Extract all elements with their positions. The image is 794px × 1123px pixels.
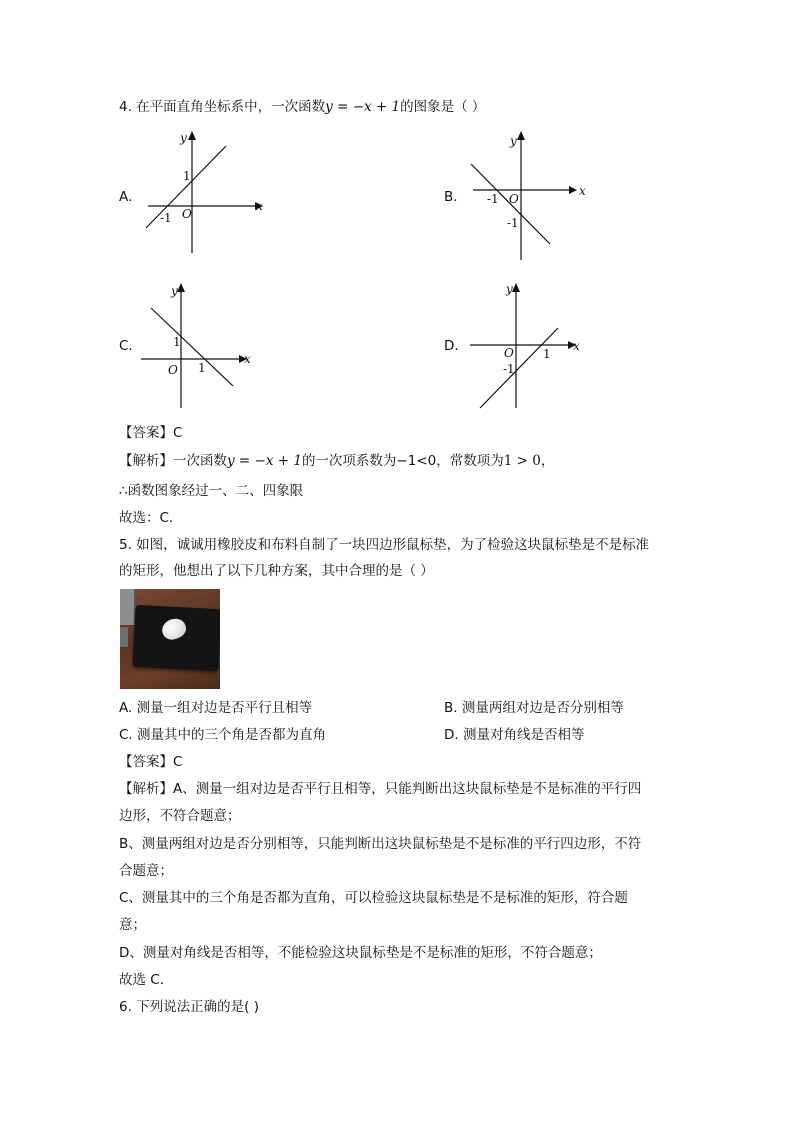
q4-stem [119,97,485,117]
q5-option-d: D. 测量对角线是否相等 [444,727,585,743]
q4-answer: 【答案】C [119,425,183,441]
q6-stem: 6. 下列说法正确的是( ) [119,999,259,1015]
q4-analysis-tail: ， [540,453,555,469]
q5-analysis-line: 【解析】A、测量一组对边是否平行且相等，只能判断出这块鼠标垫是不是标准的平行四 [119,781,642,797]
origin-label: O [182,207,192,221]
y-axis-label: y [171,284,178,298]
y-axis-label: y [180,131,187,145]
q4-analysis-formula2: 1 > 0 [503,453,541,469]
x-intercept-label: -1 [487,192,499,206]
y-axis-label: y [510,134,517,148]
q5-conclusion: 故选 C． [119,972,174,988]
x-axis-label: x [244,352,251,366]
q4-analysis-formula: y = −x + 1 [227,453,302,469]
y-axis-arrow [512,283,520,292]
y-axis-label: y [506,282,513,296]
y-axis-arrow [177,283,185,292]
q4-option-b-label: B. [444,189,458,205]
function-line [151,308,233,386]
q4-option-d-graph [470,280,600,415]
q5-stem-line1: 5. 如图，诚诚用橡胶皮和布料自制了一块四边形鼠标垫，为了检验这块鼠标垫是不是标准 [119,537,650,553]
mouse-pad-photo [120,589,220,689]
origin-label: O [509,192,519,206]
q4-analysis-mid: 的一次项系数为−1<0，常数项为 [301,453,504,469]
q5-option-a: A. 测量一组对边是否平行且相等 [119,700,313,716]
q5-analysis-line: 合题意； [119,863,173,879]
q4-option-a-label: A. [119,189,133,205]
q4-conclusion: 故选：C． [119,510,183,526]
q5-analysis-line: C、测量其中的三个角是否都为直角，可以检验这块鼠标垫是不是标准的矩形，符合题 [119,890,628,906]
x-intercept-label: -1 [160,211,172,225]
x-intercept-label: 1 [543,347,551,361]
x-axis-arrow [569,186,577,194]
q5-analysis-line: D、测量对角线是否相等，不能检验这块鼠标垫是不是标准的矩形，不符合题意； [119,945,602,961]
q4-analysis-head: 【解析】一次函数 [119,453,227,469]
q4-option-b-graph [465,128,595,263]
q5-answer: 【答案】C [119,754,183,770]
q5-analysis-line: 意； [119,917,146,933]
x-axis-label: x [256,199,263,213]
q5-analysis-line: 边形，不符合题意； [119,808,241,824]
q4-stem-prefix: 4. 在平面直角坐标系中，一次函数 [119,99,326,115]
function-line [480,328,558,408]
origin-label: O [504,346,514,360]
x-axis-label: x [579,184,586,198]
y-intercept-label: 1 [183,169,191,183]
y-axis-arrow [517,131,525,140]
q4-analysis [119,451,554,471]
y-intercept-label: -1 [503,362,515,376]
y-intercept-label: -1 [507,216,519,230]
q4-option-d-label: D. [444,338,459,354]
q5-option-c: C. 测量其中的三个角是否都为直角 [119,727,327,743]
laptop-corner [120,589,136,625]
q4-analysis-line2: ∴函数图象经过一、二、四象限 [119,483,304,499]
q5-option-b: B. 测量两组对边是否分别相等 [444,700,624,716]
q4-option-c-label: C. [119,338,133,354]
x-axis-label: x [573,339,580,353]
q4-stem-formula: y = −x + 1 [325,99,401,115]
q4-option-c-graph [135,280,265,415]
q4-stem-suffix: 的图象是（ ） [400,99,486,115]
q5-stem-line2: 的矩形，他想出了以下几种方案，其中合理的是（ ） [119,563,434,579]
q5-analysis-line: B、测量两组对边是否分别相等，只能判断出这块鼠标垫是不是标准的平行四边形，不符 [119,836,642,852]
origin-label: O [168,363,178,377]
y-axis-arrow [188,131,196,140]
y-intercept-label: 1 [173,335,181,349]
q4-option-a-graph [140,128,270,258]
x-intercept-label: 1 [198,361,206,375]
laptop-edge [120,627,128,647]
